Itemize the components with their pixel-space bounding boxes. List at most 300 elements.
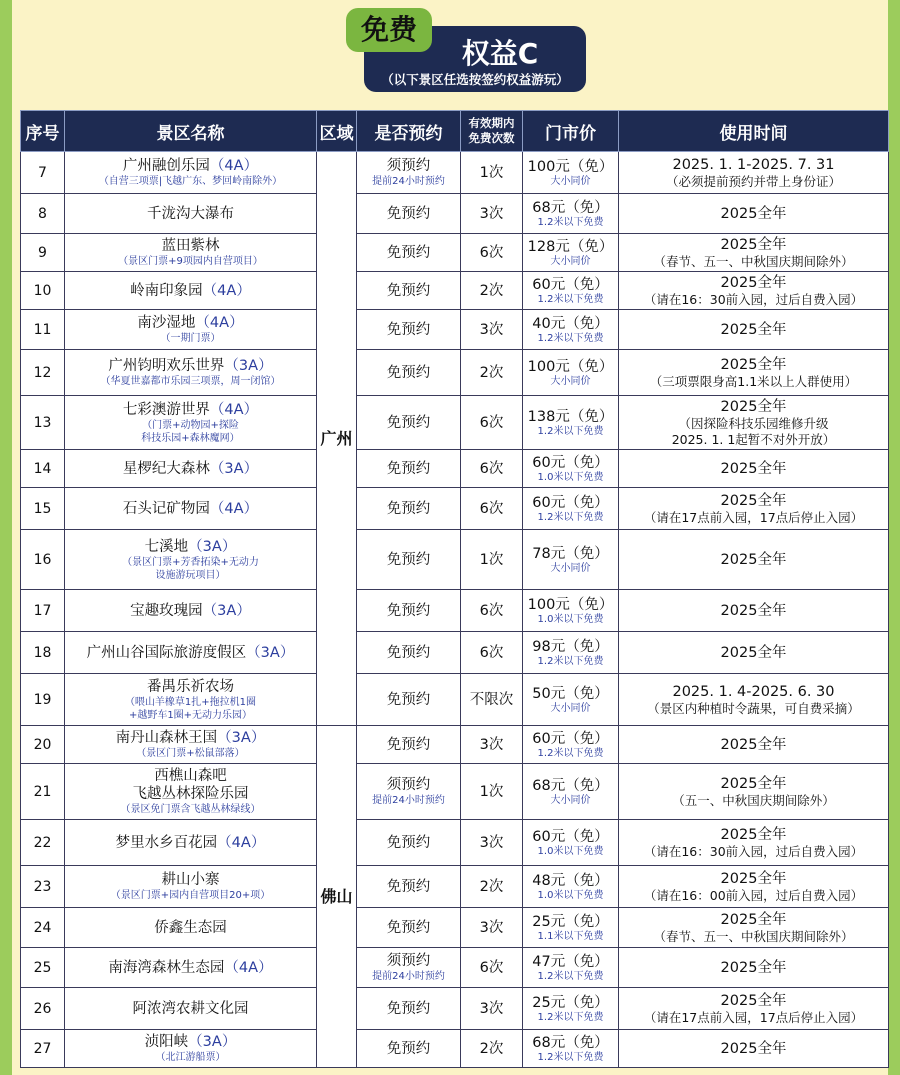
row-index: 27 [21,1030,65,1068]
price-cell [523,310,619,350]
usage-time-cell [619,194,889,234]
row-index: 15 [21,488,65,530]
table-row [21,450,889,488]
price-cell [523,272,619,310]
spot-name: 浈阳峡 [144,1034,189,1050]
usage-time: 2025全年 [720,644,787,661]
spot-name-line [65,919,316,937]
reservation-cell [357,152,461,194]
usage-time: 2025全年 [720,492,787,509]
reservation-status: 免预约 [386,500,431,517]
spot-note: （北江游船票） [155,1052,226,1063]
row-index: 21 [21,764,65,820]
table-row [21,632,889,674]
reservation-status: 免预约 [386,244,431,261]
price-note: 1.1米以下免费 [537,930,604,942]
col-header-region: 区域 [317,111,357,152]
spot-name-cell [65,764,317,820]
spot-name: 石头记矿物园 [122,500,210,517]
spot-name-line [65,1033,316,1051]
spot-name-line [65,401,316,419]
spot-name: 广州融创乐园 [122,158,210,174]
row-index: 8 [21,194,65,234]
price-cell [523,152,619,194]
reservation-status: 免预约 [386,551,431,568]
price-value: 50元（免） [532,685,609,702]
spot-grade: （3A） [188,1034,237,1050]
price-note: 1.2米以下免费 [537,1011,604,1023]
free-count: 3次 [461,726,523,764]
price-note: 大小同价 [550,562,591,574]
spot-name-cell [65,234,317,272]
reservation-note: 提前24小时预约 [372,971,445,982]
table-row [21,194,889,234]
reservation-status: 免预约 [386,691,431,708]
usage-time: 2025全年 [720,911,787,928]
col-header-index: 序号 [21,111,65,152]
spot-name-cell [65,272,317,310]
spot-name-line [65,678,316,696]
spot-note: （华夏世嘉都市乐园三项票，周一闭馆） [100,376,281,387]
spot-name-line [65,500,316,518]
spot-name-line [65,767,316,785]
free-count: 6次 [461,590,523,632]
reservation-cell [357,726,461,764]
price-cell [523,488,619,530]
spot-name: 蓝田紫林 [161,238,220,254]
usage-time-cell [619,908,889,948]
spot-name-cell [65,1030,317,1068]
row-index: 9 [21,234,65,272]
spot-grade: （4A） [202,282,251,299]
price-note: 1.2米以下免费 [537,425,604,437]
price-value: 100元（免） [527,158,614,175]
table-row [21,350,889,396]
reservation-status: 须预约 [386,158,431,174]
price-cell [523,948,619,988]
spot-note: （景区门票+芳香拓染+无动力 [122,556,259,568]
spot-name: 南丹山森林王国 [115,730,218,746]
usage-time: 2025. 1. 4-2025. 6. 30 [672,683,835,700]
reservation-cell [357,590,461,632]
usage-time: 2025全年 [720,1040,787,1057]
usage-time-note-second-line: 2025. 1. 1起暂不对外开放） [671,431,836,447]
row-index: 18 [21,632,65,674]
reservation-cell [357,908,461,948]
usage-time-cell [619,530,889,590]
price-note: 1.2米以下免费 [537,655,604,667]
usage-time: 2025全年 [720,602,787,619]
free-count: 2次 [461,866,523,908]
usage-time-note: （请在16：30前入园，过后自费入园） [643,291,864,307]
spot-name-cell [65,310,317,350]
usage-time: 2025全年 [720,826,787,843]
price-cell [523,674,619,726]
usage-time-note: （春节、五一、中秋国庆期间除外） [653,253,854,269]
spot-grade: （3A） [217,730,266,746]
spot-name-cell [65,632,317,674]
price-cell [523,396,619,450]
usage-time-cell [619,234,889,272]
spot-note-second-line: 设施游玩项目） [155,569,226,581]
col-header-price: 门市价 [523,111,619,152]
spot-name-line [65,1000,316,1018]
page-content [12,0,888,1075]
reservation-note: 提前24小时预约 [372,795,445,806]
page-header [12,0,888,110]
spot-grade: （4A） [209,500,259,517]
price-value: 47元（免） [532,953,609,970]
row-index: 10 [21,272,65,310]
row-index: 17 [21,590,65,632]
spot-name-cell [65,674,317,726]
spot-note: （门票+动物园+探险 [142,419,239,431]
usage-time-cell [619,1030,889,1068]
spot-name-cell [65,726,317,764]
reservation-cell [357,820,461,866]
reservation-status: 免预约 [386,414,431,431]
free-count: 3次 [461,988,523,1030]
price-cell [523,234,619,272]
spot-note: （景区门票+松鼠部落） [136,748,245,759]
spot-name: 阿浓湾农耕文化园 [132,1000,249,1017]
price-note: 1.2米以下免费 [537,970,604,982]
spot-name-line [65,282,316,300]
reservation-cell [357,488,461,530]
reservation-cell [357,350,461,396]
price-value: 68元（免） [532,777,609,794]
spot-name-cell [65,866,317,908]
spot-name-cell [65,396,317,450]
spot-name: 耕山小寨 [161,872,220,888]
spot-name-cell [65,820,317,866]
usage-time-cell [619,988,889,1030]
reservation-cell [357,396,461,450]
price-note: 大小同价 [550,375,591,387]
usage-time: 2025全年 [720,992,787,1009]
free-count: 6次 [461,632,523,674]
usage-time-note: （必须提前预约并带上身份证） [665,173,841,189]
table-row [21,764,889,820]
spot-grade: （3A） [188,538,237,555]
col-header-reservation: 是否预约 [357,111,461,152]
table-row [21,988,889,1030]
spot-name: 七彩澳游世界 [122,401,210,418]
spot-name-line [65,644,316,662]
spot-name-cell [65,194,317,234]
price-note: 大小同价 [550,255,591,267]
price-value: 138元（免） [527,408,614,425]
usage-time-note: （景区内种植时令蔬果，可自费采摘） [647,700,860,716]
spot-note: （景区门票+园内自营项目20+项） [110,890,271,901]
row-index: 24 [21,908,65,948]
spot-name: 广州钧明欢乐世界 [108,358,225,374]
reservation-cell [357,632,461,674]
usage-time-note: （三项票限身高1.1米以上人群使用） [649,373,858,389]
spot-name-cell [65,350,317,396]
spot-name-line [65,871,316,889]
table-header-row [21,111,889,152]
left-frame-border [0,0,12,1075]
price-cell [523,632,619,674]
row-index: 11 [21,310,65,350]
usage-time-cell [619,590,889,632]
reservation-status: 免预约 [386,364,431,381]
free-count: 6次 [461,234,523,272]
spot-name-line [65,602,316,620]
spot-name-line [65,729,316,747]
col-header-time: 使用时间 [619,111,889,152]
spot-note: （景区门票+9项园内自营项目） [118,256,263,267]
reservation-status: 免预约 [386,602,431,619]
price-cell [523,530,619,590]
price-note: 1.2米以下免费 [537,293,604,305]
price-value: 68元（免） [532,1034,609,1051]
price-value: 68元（免） [532,199,609,216]
price-note: 1.2米以下免费 [537,216,604,228]
spot-name: 广州山谷国际旅游度假区 [86,644,247,661]
spot-grade: （4A） [195,315,244,331]
table-row [21,590,889,632]
price-cell [523,1030,619,1068]
right-frame-border [888,0,900,1075]
price-note: 1.2米以下免费 [537,332,604,344]
price-value: 100元（免） [527,358,614,375]
usage-time-note: （因探险科技乐园维修升级 [678,415,829,431]
reservation-cell [357,194,461,234]
spot-name-second-line: 飞越丛林探险乐园 [132,786,249,802]
spot-grade: （4A） [209,401,259,418]
usage-time: 2025全年 [720,959,787,976]
usage-time-note: （春节、五一、中秋国庆期间除外） [653,928,854,944]
reservation-status: 免预约 [386,878,431,895]
spot-grade: （3A） [209,460,259,477]
spot-note: （一期门票） [160,333,221,344]
usage-time-note: （请在16：00前入园，过后自费入园） [643,887,864,903]
reservation-cell [357,764,461,820]
free-count: 3次 [461,194,523,234]
reservation-status: 免预约 [386,1040,431,1057]
reservation-status: 免预约 [386,919,431,936]
spot-name-line [65,237,316,255]
spot-name: 南沙湿地 [137,315,196,331]
price-value: 60元（免） [532,494,609,511]
free-count: 6次 [461,450,523,488]
spot-name-line [65,959,316,977]
spot-name-cell [65,948,317,988]
price-cell [523,590,619,632]
row-index: 26 [21,988,65,1030]
price-value: 60元（免） [532,276,609,293]
table-row [21,820,889,866]
row-index: 14 [21,450,65,488]
table-row [21,530,889,590]
usage-time-cell [619,310,889,350]
spot-note-second-line: +越野车1圈+无动力乐园） [128,709,253,721]
table-row [21,234,889,272]
spot-grade: （3A） [224,358,273,374]
price-cell [523,194,619,234]
usage-time: 2025. 1. 1-2025. 7. 31 [672,156,835,173]
spot-name-cell [65,988,317,1030]
spot-name: 岭南印象园 [130,282,203,299]
usage-time-note: （五一、中秋国庆期间除外） [672,792,835,808]
usage-time-note: （请在17点前入园，17点后停止入园） [643,509,864,525]
spot-name-line [65,460,316,478]
spot-name: 侨鑫生态园 [154,919,227,936]
free-count: 2次 [461,1030,523,1068]
price-cell [523,350,619,396]
reservation-cell [357,674,461,726]
price-note: 1.2米以下免费 [537,511,604,523]
free-count: 3次 [461,908,523,948]
price-note: 大小同价 [550,702,591,714]
table-row [21,1030,889,1068]
region-guangzhou: 广州 [317,152,357,726]
spot-name-line [65,834,316,852]
spot-name: 西樵山森吧 [154,768,227,784]
free-count: 1次 [461,764,523,820]
usage-time: 2025全年 [720,736,787,753]
spot-name-cell [65,590,317,632]
page-subtitle: （以下景区任选按签约权益游玩） [381,72,569,87]
page-title: 权益C [461,37,539,70]
row-index: 16 [21,530,65,590]
price-note: 大小同价 [550,794,591,806]
price-cell [523,726,619,764]
table-row [21,866,889,908]
usage-time-cell [619,726,889,764]
free-count: 3次 [461,310,523,350]
usage-time-cell [619,488,889,530]
spot-note: （自营三项票|飞越广东、梦回岭南除外） [98,176,283,187]
reservation-cell [357,530,461,590]
row-index: 20 [21,726,65,764]
row-index: 23 [21,866,65,908]
usage-time: 2025全年 [720,356,787,373]
spot-name-line [65,157,316,175]
price-cell [523,764,619,820]
usage-time-cell [619,272,889,310]
reservation-cell [357,272,461,310]
table-row [21,948,889,988]
price-value: 48元（免） [532,872,609,889]
price-value: 128元（免） [527,238,614,255]
usage-time: 2025全年 [720,870,787,887]
free-count: 1次 [461,530,523,590]
free-count: 6次 [461,488,523,530]
reservation-cell [357,988,461,1030]
spot-name: 千泷沟大瀑布 [147,205,234,222]
reservation-cell [357,310,461,350]
spot-name: 七溪地 [144,538,189,555]
reservation-status: 免预约 [386,1000,431,1017]
price-cell [523,820,619,866]
row-index: 12 [21,350,65,396]
usage-time-cell [619,948,889,988]
table-row [21,674,889,726]
table-row [21,396,889,450]
price-value: 60元（免） [532,828,609,845]
usage-time-cell [619,632,889,674]
price-cell [523,988,619,1030]
usage-time-cell [619,450,889,488]
price-value: 100元（免） [527,596,614,613]
spot-grade: （3A） [246,644,295,661]
spot-note: （喂山羊橡草1扎+拖拉机1圈 [124,696,257,708]
col-header-free-count [461,111,523,152]
row-index: 25 [21,948,65,988]
spot-name-line [65,314,316,332]
usage-time: 2025全年 [720,321,787,338]
spot-grade: （4A） [224,959,273,976]
price-note: 1.2米以下免费 [537,747,604,759]
usage-time: 2025全年 [720,398,787,415]
usage-time-cell [619,396,889,450]
price-note: 1.0米以下免费 [537,845,604,857]
reservation-cell [357,866,461,908]
spot-name: 星椤纪大森林 [122,460,210,477]
spot-name-cell [65,530,317,590]
spot-name: 南海湾森林生态园 [108,959,225,976]
reservation-note: 提前24小时预约 [372,176,445,187]
spot-name: 番禺乐祈农场 [147,678,234,695]
spot-note-second-line: 科技乐园+森林魔网） [141,432,240,444]
usage-time: 2025全年 [720,205,787,222]
price-value: 78元（免） [532,545,609,562]
price-value: 60元（免） [532,730,609,747]
row-index: 13 [21,396,65,450]
price-value: 60元（免） [532,454,609,471]
spot-name-cell [65,450,317,488]
reservation-status: 须预约 [386,953,431,969]
reservation-status: 免预约 [386,282,431,299]
price-note: 1.0米以下免费 [537,613,604,625]
reservation-status: 免预约 [386,321,431,338]
col-header-free-count-line1: 有效期内 [468,116,515,130]
reservation-status: 免预约 [386,205,431,222]
scenic-spot-table [20,110,889,1068]
free-count: 不限次 [461,674,523,726]
price-value: 25元（免） [532,913,609,930]
reservation-cell [357,948,461,988]
row-index: 7 [21,152,65,194]
reservation-cell [357,234,461,272]
col-header-free-count-line2: 免费次数 [468,131,515,145]
free-count: 1次 [461,152,523,194]
reservation-status: 免预约 [386,736,431,753]
col-header-name: 景区名称 [65,111,317,152]
usage-time: 2025全年 [720,775,787,792]
price-cell [523,450,619,488]
spot-name-cell [65,908,317,948]
region-foshan: 佛山 [317,726,357,1068]
free-badge: 免费 [346,8,432,52]
usage-time-cell [619,820,889,866]
usage-time: 2025全年 [720,236,787,253]
usage-time-cell [619,674,889,726]
usage-time-cell [619,350,889,396]
free-count: 6次 [461,396,523,450]
table-row [21,488,889,530]
usage-time-note: （请在17点前入园，17点后停止入园） [643,1009,864,1025]
spot-name: 宝趣玫瑰园 [130,602,203,619]
price-value: 40元（免） [532,315,609,332]
free-count: 3次 [461,820,523,866]
row-index: 22 [21,820,65,866]
price-note: 1.0米以下免费 [537,889,604,901]
usage-time-cell [619,764,889,820]
